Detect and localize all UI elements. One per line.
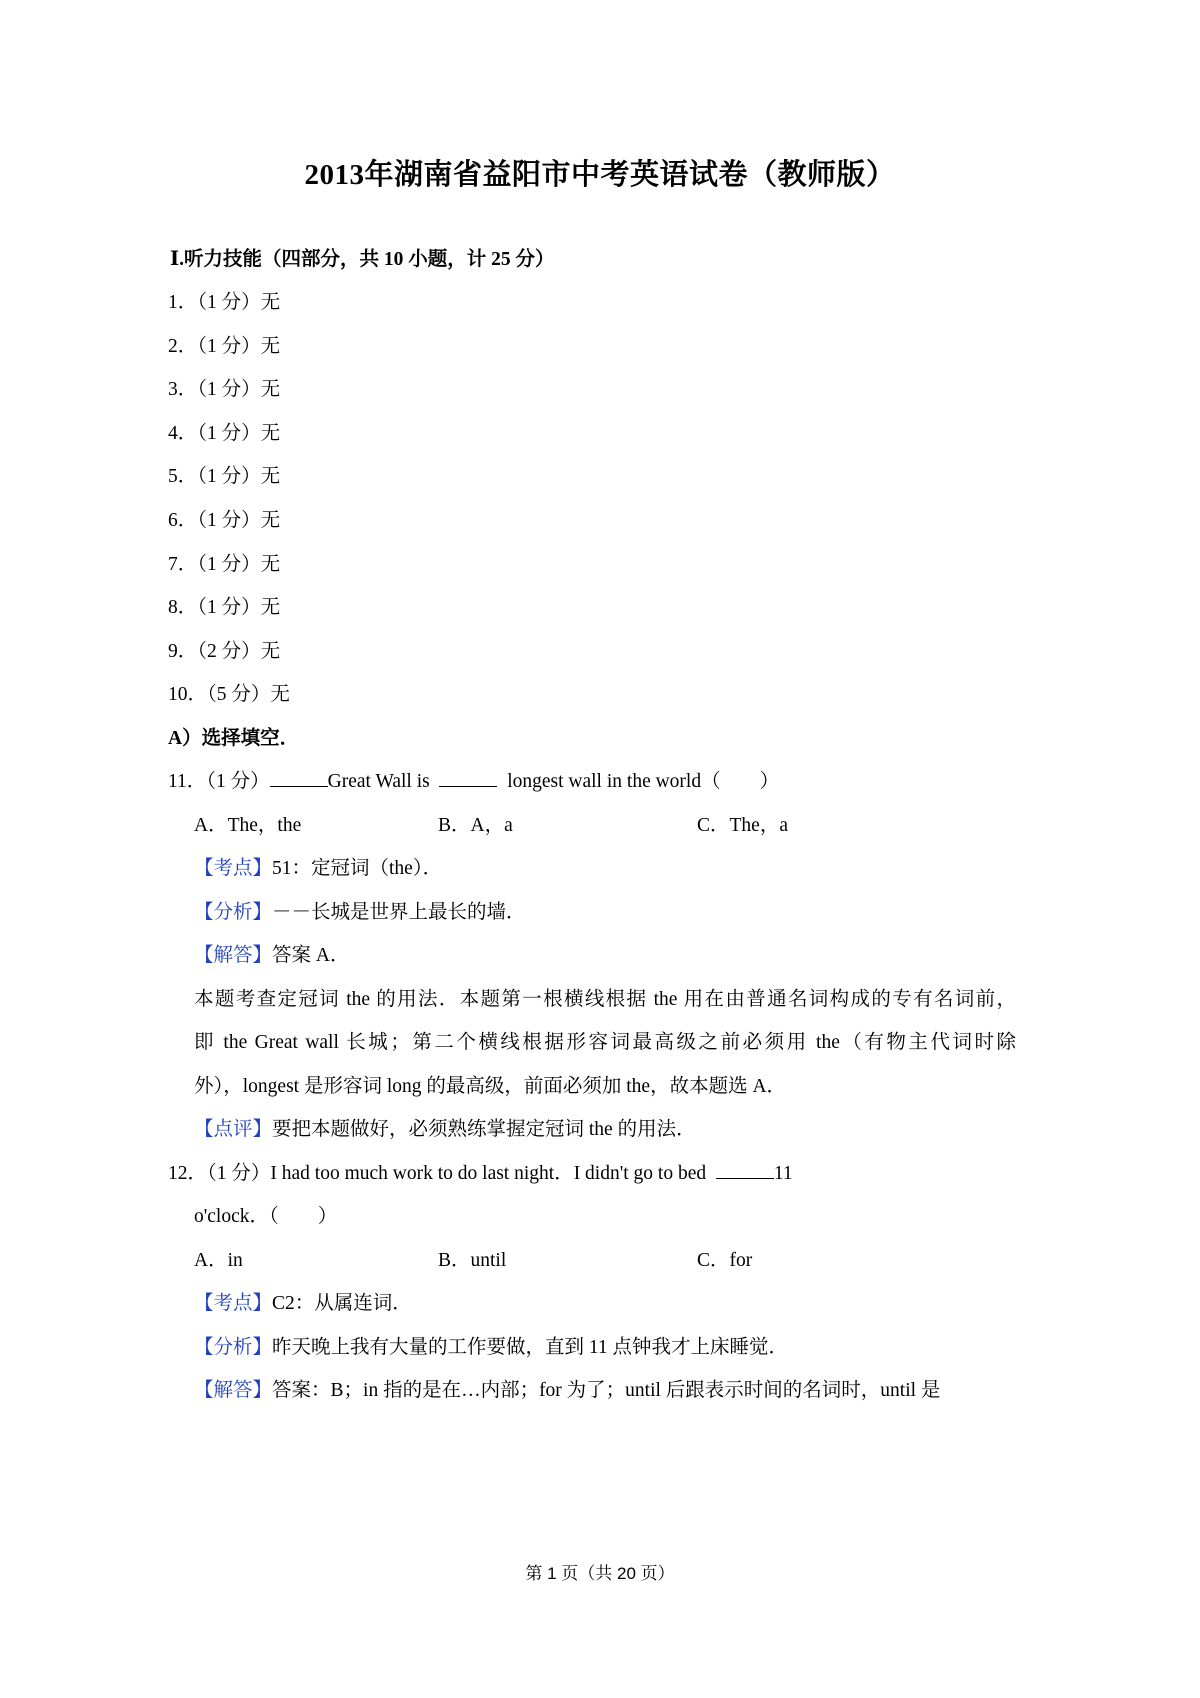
answer-blank: [439, 785, 497, 787]
listening-item: 3．（1 分）无: [168, 379, 281, 400]
jieda-tag: 【解答】: [194, 945, 273, 966]
fenxi-row: [194, 1338, 788, 1358]
listening-item: 2．（1 分）无: [168, 336, 281, 357]
question-text: 11: [773, 1163, 793, 1184]
question-text: longest wall in the world（ ）: [507, 771, 780, 792]
explanation-line: 即 the Great wall 长城；第二个横线根据形容词最高级之前必须用 the（有物主代词时除: [194, 1032, 1016, 1053]
listening-item: 10．（5 分）无: [168, 684, 290, 705]
jieda-row: [194, 1381, 940, 1401]
kaodian-row: [194, 859, 442, 879]
option-a: A．in: [194, 1250, 243, 1271]
page-footer: 第 1 页（共 20 页）: [525, 1564, 675, 1583]
option-b: B．A，a: [438, 815, 513, 836]
dianping-row: [194, 1120, 696, 1140]
kaodian-tag: 【考点】: [194, 1293, 273, 1314]
dianping-text: 要把本题做好，必须熟练掌握定冠词 the 的用法．: [272, 1119, 696, 1140]
explanation-line: 外），longest 是形容词 long 的最高级，前面必须加 the，故本题选 A．: [194, 1076, 787, 1097]
section-heading-listening: Ⅰ.听力技能（四部分，共 10 小题，计 25 分）: [170, 249, 555, 270]
fenxi-text: －－长城是世界上最长的墙．: [272, 902, 526, 923]
page-title: 2013年湖南省益阳市中考英语试卷（教师版）: [304, 159, 896, 191]
subsection-heading-a: A）选择填空．: [168, 728, 300, 749]
listening-item: 7．（1 分）无: [168, 554, 281, 575]
question-text: Great Wall is: [327, 771, 430, 792]
option-a: A．The，the: [194, 815, 302, 836]
explanation-line: 本题考查定冠词 the 的用法．本题第一根横线根据 the 用在由普通名词构成的专有名词前，: [194, 989, 1016, 1010]
answer-blank: [270, 785, 328, 787]
jieda-text: 答案 A．: [272, 945, 350, 966]
option-c: C．The，a: [697, 815, 788, 836]
kaodian-row: [194, 1294, 412, 1314]
listening-item: 6．（1 分）无: [168, 510, 281, 531]
question-12-stem: [168, 1164, 793, 1184]
fenxi-text: 昨天晚上我有大量的工作要做，直到 11 点钟我才上床睡觉．: [272, 1337, 789, 1358]
fenxi-row: [194, 903, 526, 923]
option-c: C．for: [697, 1250, 753, 1271]
question-text: I had too much work to do last night．I didn't go to bed: [270, 1163, 707, 1184]
listening-item: 5．（1 分）无: [168, 466, 281, 487]
question-number: 12．（1 分）: [168, 1163, 271, 1184]
jieda-tag: 【解答】: [194, 1380, 273, 1401]
listening-item: 9．（2 分）无: [168, 641, 281, 662]
listening-item: 8．（1 分）无: [168, 597, 281, 618]
answer-blank: [716, 1177, 774, 1179]
kaodian-text: 51：定冠词（the）．: [272, 858, 443, 879]
question-11-stem: [168, 772, 779, 792]
jieda-text: 答案：B；in 指的是在…内部；for 为了；until 后跟表示时间的名词时，until 是: [272, 1380, 941, 1401]
kaodian-text: C2：从属连词．: [272, 1293, 412, 1314]
jieda-row: [194, 946, 349, 966]
kaodian-tag: 【考点】: [194, 858, 273, 879]
question-12-continuation: o'clock．（ ）: [194, 1206, 338, 1227]
fenxi-tag: 【分析】: [194, 902, 273, 923]
listening-item: 4．（1 分）无: [168, 423, 281, 444]
question-number: 11．（1 分）: [168, 771, 270, 792]
option-b: B．until: [438, 1250, 507, 1271]
fenxi-tag: 【分析】: [194, 1337, 273, 1358]
dianping-tag: 【点评】: [194, 1119, 273, 1140]
listening-item: 1．（1 分）无: [168, 292, 281, 313]
